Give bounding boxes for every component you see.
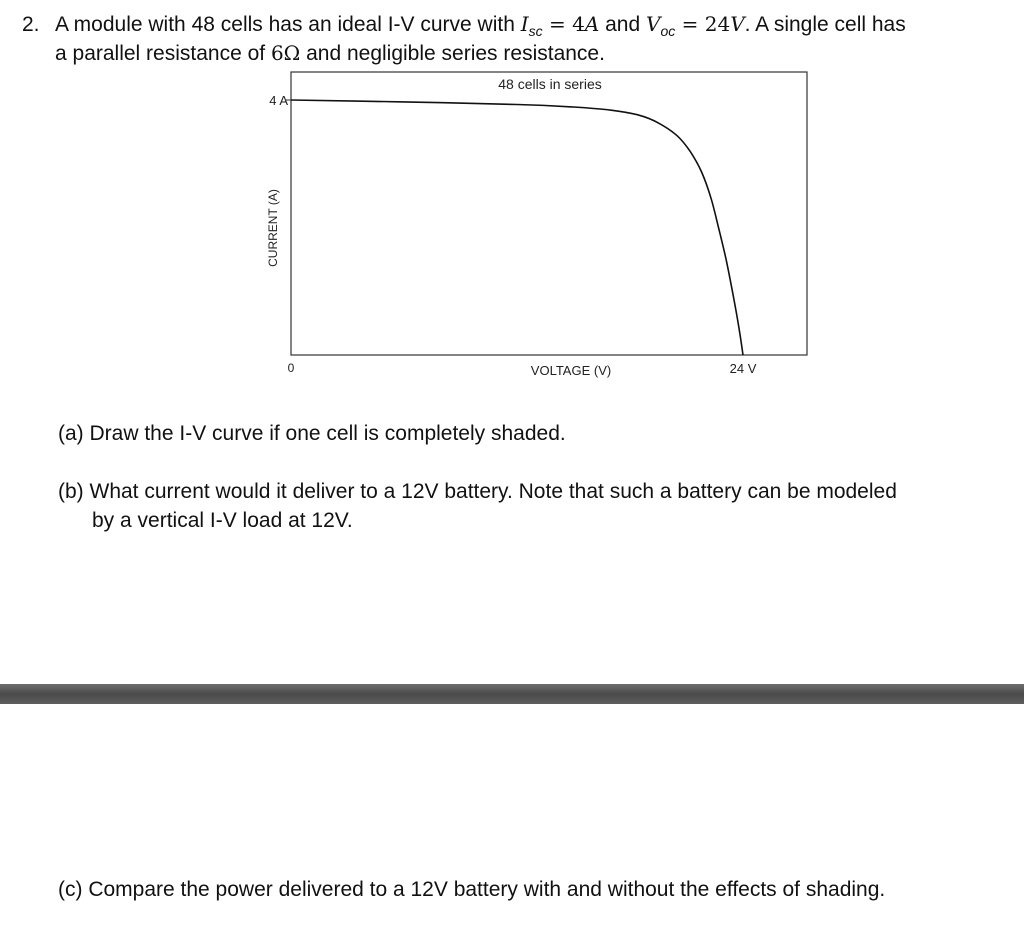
page-divider: [0, 684, 1024, 704]
y-tick-top: 4 A: [269, 93, 288, 108]
voc-subscript: oc: [660, 23, 676, 39]
and-text: and: [599, 13, 647, 36]
isc-symbol: I: [520, 12, 529, 36]
question-number: 2.: [22, 13, 40, 36]
iv-chart: [250, 70, 820, 390]
x-axis-label: VOLTAGE (V): [530, 363, 612, 378]
y-axis-label: CURRENT (A): [266, 189, 280, 267]
part-c-text: (c) Compare the power delivered to a 12V battery with and without the effects of shading.: [58, 878, 886, 901]
plot-frame: [291, 72, 807, 355]
question-text-2a: a parallel resistance of: [55, 42, 271, 65]
part-a-text: (a) Draw the I-V curve if one cell is completely shaded.: [58, 422, 566, 445]
question-line-1: [22, 10, 906, 40]
resistance-value: 6Ω: [270, 41, 301, 65]
chart-title: 48 cells in series: [498, 76, 602, 92]
voc-unit: V: [730, 12, 745, 36]
part-b-text-1: (b) What current would it deliver to a 12V battery. Note that such a battery can be modeled: [58, 480, 897, 503]
isc-equals: = 4: [542, 12, 585, 36]
x-tick-end: 24 V: [729, 361, 757, 376]
voc-symbol: V: [646, 12, 661, 36]
x-tick-zero: 0: [287, 361, 295, 375]
question-text-1a: A module with 48 cells has an ideal I-V curve with: [55, 13, 521, 36]
question-line-2: [55, 39, 605, 68]
voc-equals: = 24: [675, 12, 731, 36]
isc-unit: A: [584, 12, 600, 36]
question-text-1b: . A single cell has: [744, 13, 906, 36]
iv-chart-svg: [250, 70, 820, 390]
question-text-2b: and negligible series resistance.: [300, 42, 605, 65]
isc-subscript: sc: [528, 23, 543, 39]
part-b-text-2: by a vertical I-V load at 12V.: [92, 509, 353, 532]
